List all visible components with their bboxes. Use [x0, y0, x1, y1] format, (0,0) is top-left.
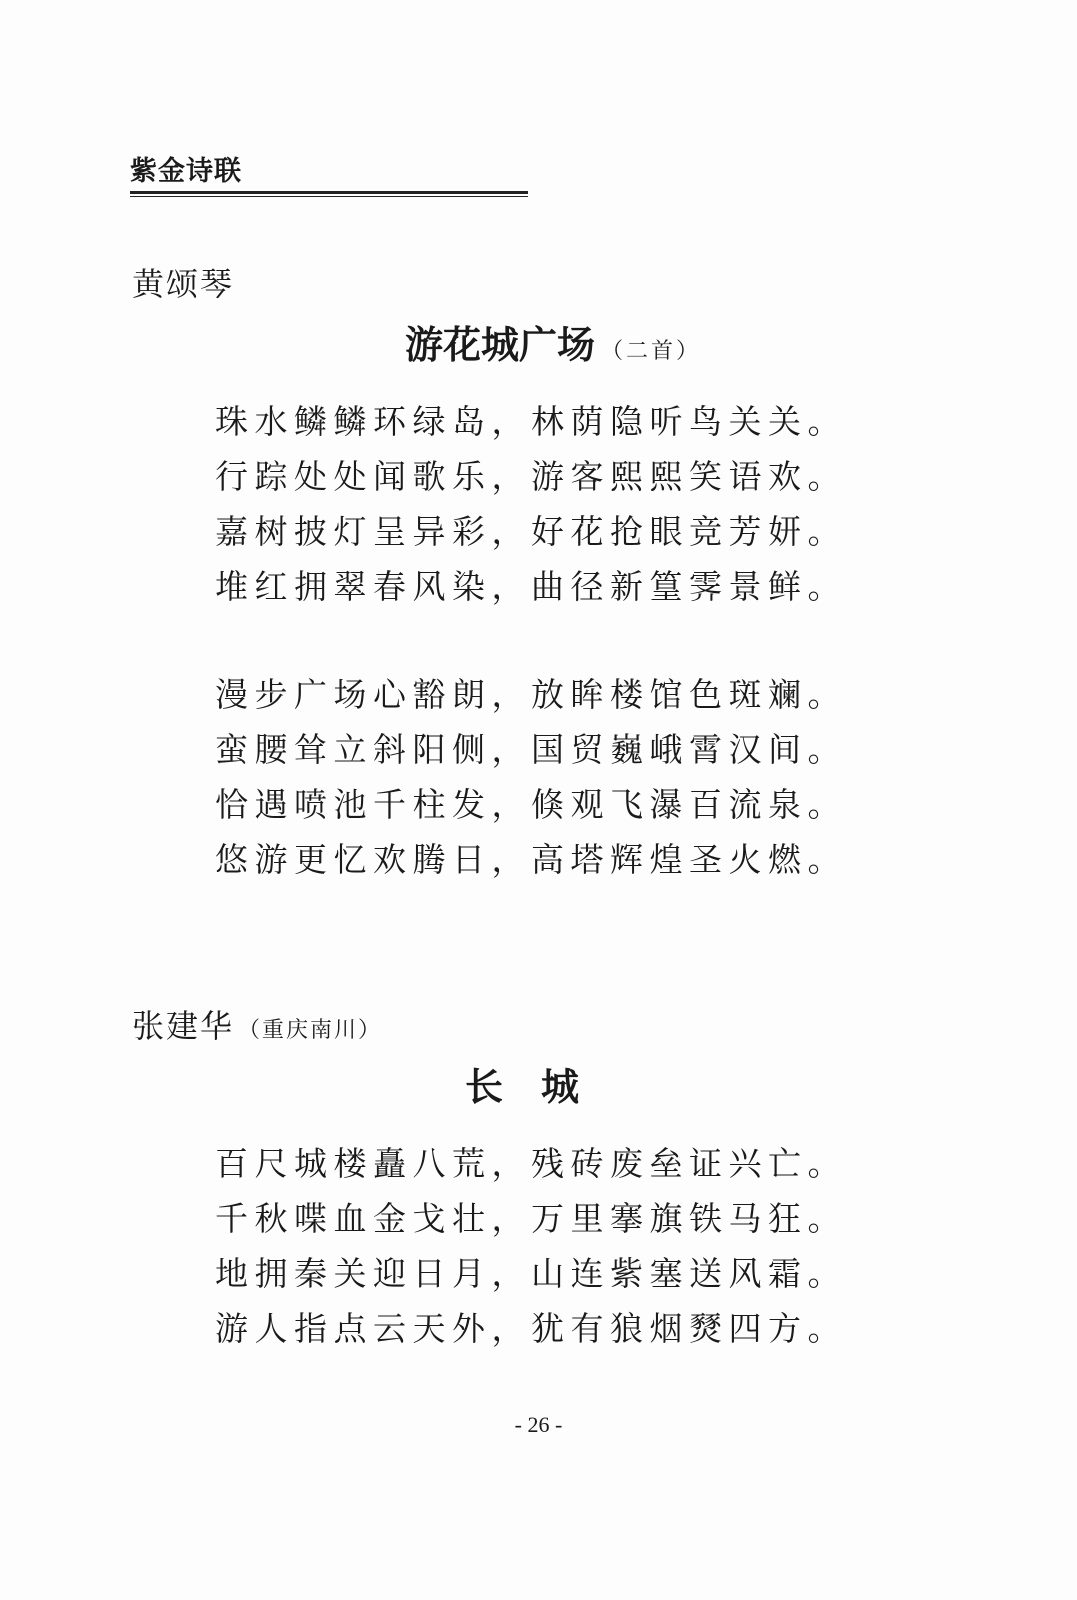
poem-line: 蛮腰耸立斜阳侧，国贸巍峨霄汉间。	[215, 730, 847, 769]
running-header	[130, 158, 528, 197]
poem-line: 恰遇喷池千柱发，倏观飞瀑百流泉。	[215, 785, 847, 824]
page-number: - 26 -	[514, 1412, 563, 1437]
poem-stanza	[215, 1136, 847, 1356]
poem-title	[465, 1064, 585, 1109]
author-note: （重庆南川）	[238, 1018, 383, 1043]
poem-author	[132, 1007, 383, 1045]
poem-author	[132, 265, 238, 303]
author-name: 黄颂琴	[132, 265, 235, 303]
poem-line: 悠游更忆欢腾日，高塔辉煌圣火燃。	[215, 840, 847, 879]
poem-title	[405, 322, 702, 367]
header-rule	[130, 191, 528, 194]
poem-line: 行踪处处闻歌乐，游客熙熙笑语欢。	[215, 457, 847, 496]
poem-title-text: 游花城广场	[405, 322, 596, 367]
poem-line: 嘉树披灯呈异彩，好花抢眼竞芳妍。	[215, 512, 847, 551]
poem-stanza	[215, 394, 847, 614]
poem-line: 百尺城楼矗八荒，残砖废垒证兴亡。	[215, 1144, 847, 1183]
poem-line: 地拥秦关迎日月，山连紫塞送风霜。	[215, 1254, 847, 1293]
journal-title: 紫金诗联	[130, 156, 242, 187]
poem-subtitle: （二首）	[601, 339, 702, 364]
author-name: 张建华	[132, 1007, 235, 1045]
poem-stanza	[215, 667, 847, 887]
poem-line: 千秋喋血金戈壮，万里搴旗铁马狂。	[215, 1199, 847, 1238]
poem-line: 漫步广场心豁朗，放眸楼馆色斑斓。	[215, 675, 847, 714]
header-rule-thin	[130, 196, 528, 197]
poem-line: 游人指点云天外，犹有狼烟燹四方。	[215, 1309, 847, 1348]
poem-line: 珠水鳞鳞环绿岛，林荫隐听鸟关关。	[215, 402, 847, 441]
poem-line: 堆红拥翠春风染，曲径新篁霁景鲜。	[215, 567, 847, 606]
poem-title-text: 长 城	[465, 1064, 580, 1109]
